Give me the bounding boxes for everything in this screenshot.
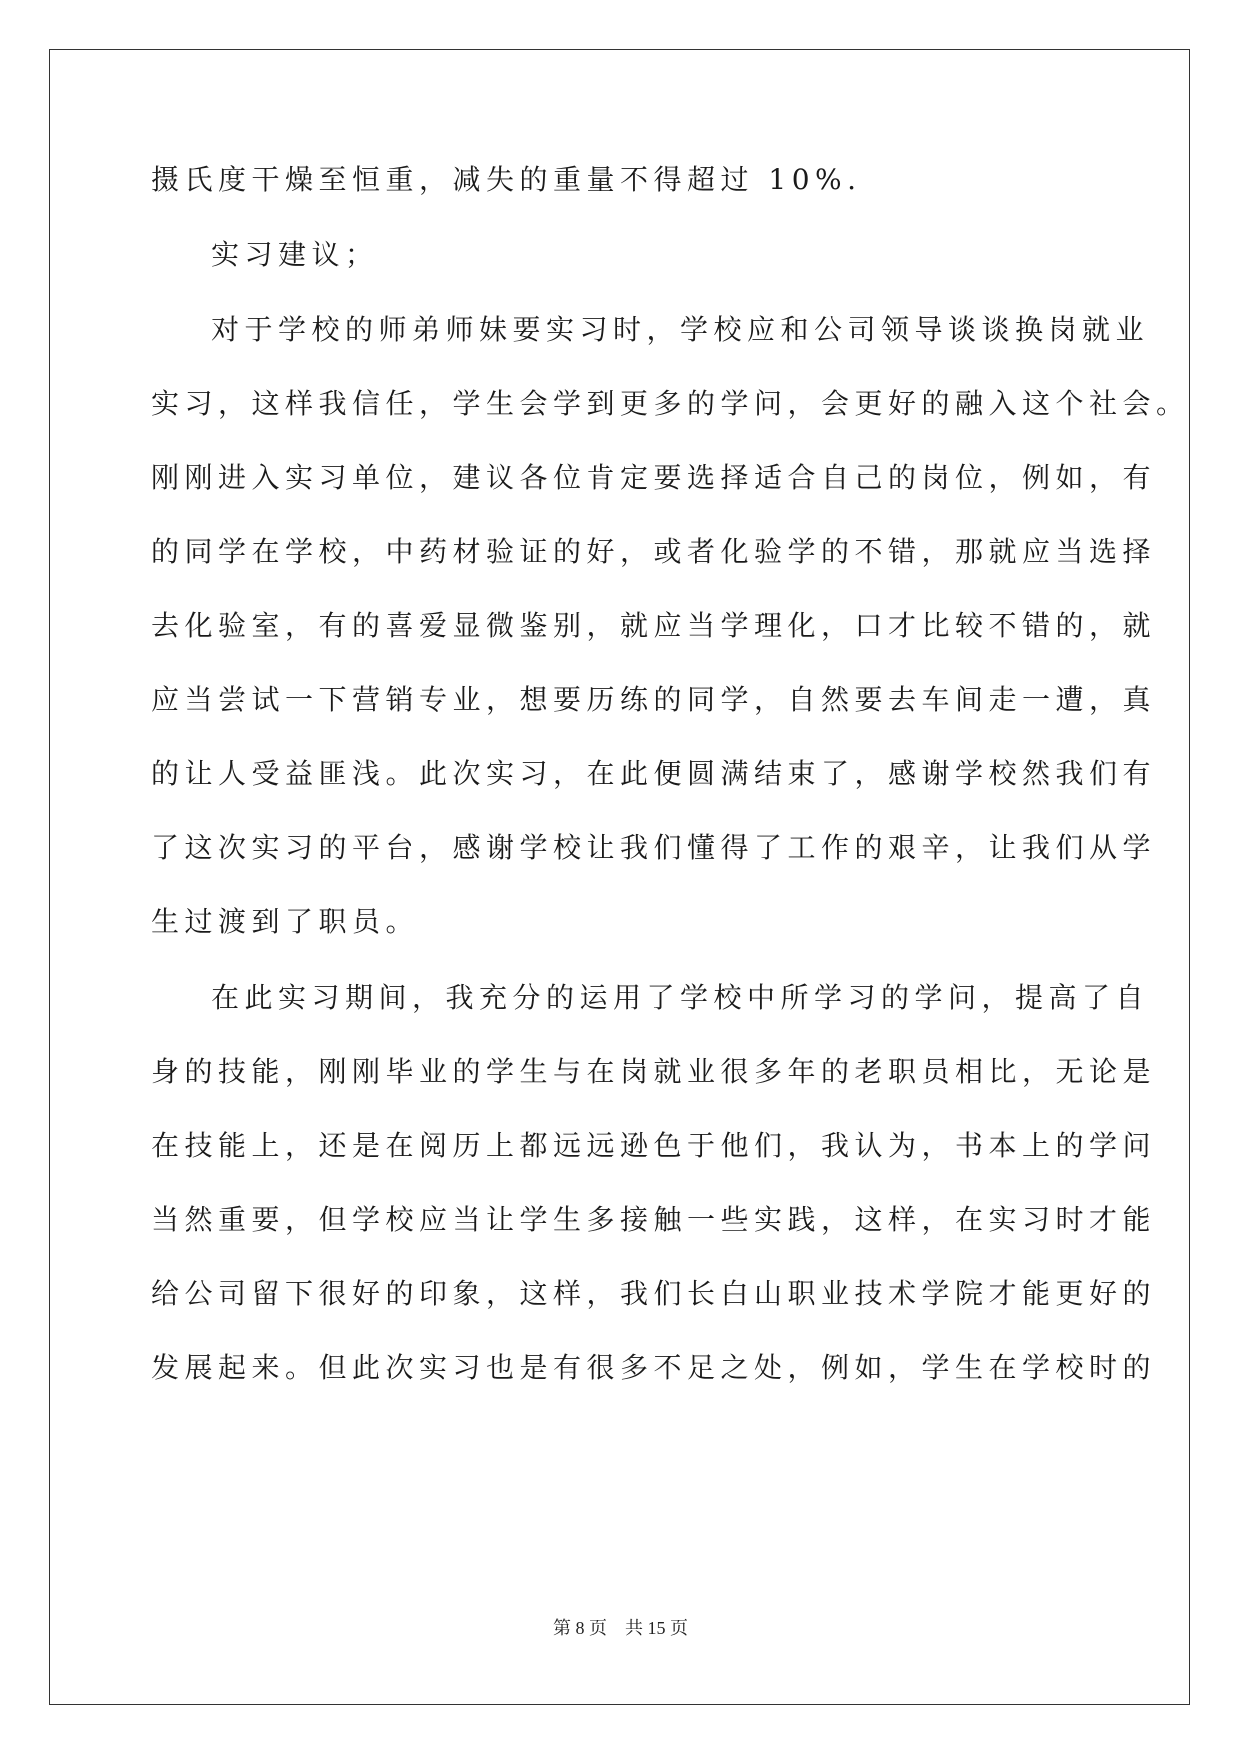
text-line: 实习，这样我信任，学生会学到更多的学问，会更好的融入这个社会。 <box>151 387 1190 420</box>
paragraph-first-line: 对于学校的师弟师妹要实习时，学校应和公司领导谈谈换岗就业 <box>211 313 1150 346</box>
text-line: 了这次实习的平台，感谢学校让我们懂得了工作的艰辛，让我们从学 <box>151 831 1157 864</box>
text-line: 的同学在学校，中药材验证的好，或者化验学的不错，那就应当选择 <box>151 535 1157 568</box>
page-total: 共 15 页 <box>625 1618 688 1638</box>
text-line: 应当尝试一下营销专业，想要历练的同学，自然要去车间走一遭，真 <box>151 683 1157 716</box>
page-border <box>49 49 1190 1705</box>
text-line: 身的技能，刚刚毕业的学生与在岗就业很多年的老职员相比，无论是 <box>151 1055 1157 1088</box>
text-line: 的让人受益匪浅。此次实习，在此便圆满结束了，感谢学校然我们有 <box>151 757 1157 790</box>
page-footer <box>0 1616 1241 1640</box>
text-line: 在技能上，还是在阅历上都远远逊色于他们，我认为，书本上的学问 <box>151 1129 1157 1162</box>
text-line: 当然重要，但学校应当让学生多接触一些实践，这样，在实习时才能 <box>151 1203 1157 1236</box>
text-line: 刚刚进入实习单位，建议各位肯定要选择适合自己的岗位，例如，有 <box>151 461 1157 494</box>
section-heading: 实习建议； <box>211 238 379 271</box>
text-line: 摄氏度干燥至恒重，减失的重量不得超过 10%. <box>151 163 862 196</box>
text-line: 去化验室，有的喜爱显微鉴别，就应当学理化，口才比较不错的，就 <box>151 609 1157 642</box>
text-line: 生过渡到了职员。 <box>151 905 420 938</box>
page-number: 第 8 页 <box>553 1618 607 1638</box>
paragraph-first-line: 在此实习期间，我充分的运用了学校中所学习的学问，提高了自 <box>211 981 1150 1014</box>
text-line: 给公司留下很好的印象，这样，我们长白山职业技术学院才能更好的 <box>151 1277 1157 1310</box>
text-line: 发展起来。但此次实习也是有很多不足之处，例如，学生在学校时的 <box>151 1351 1157 1384</box>
